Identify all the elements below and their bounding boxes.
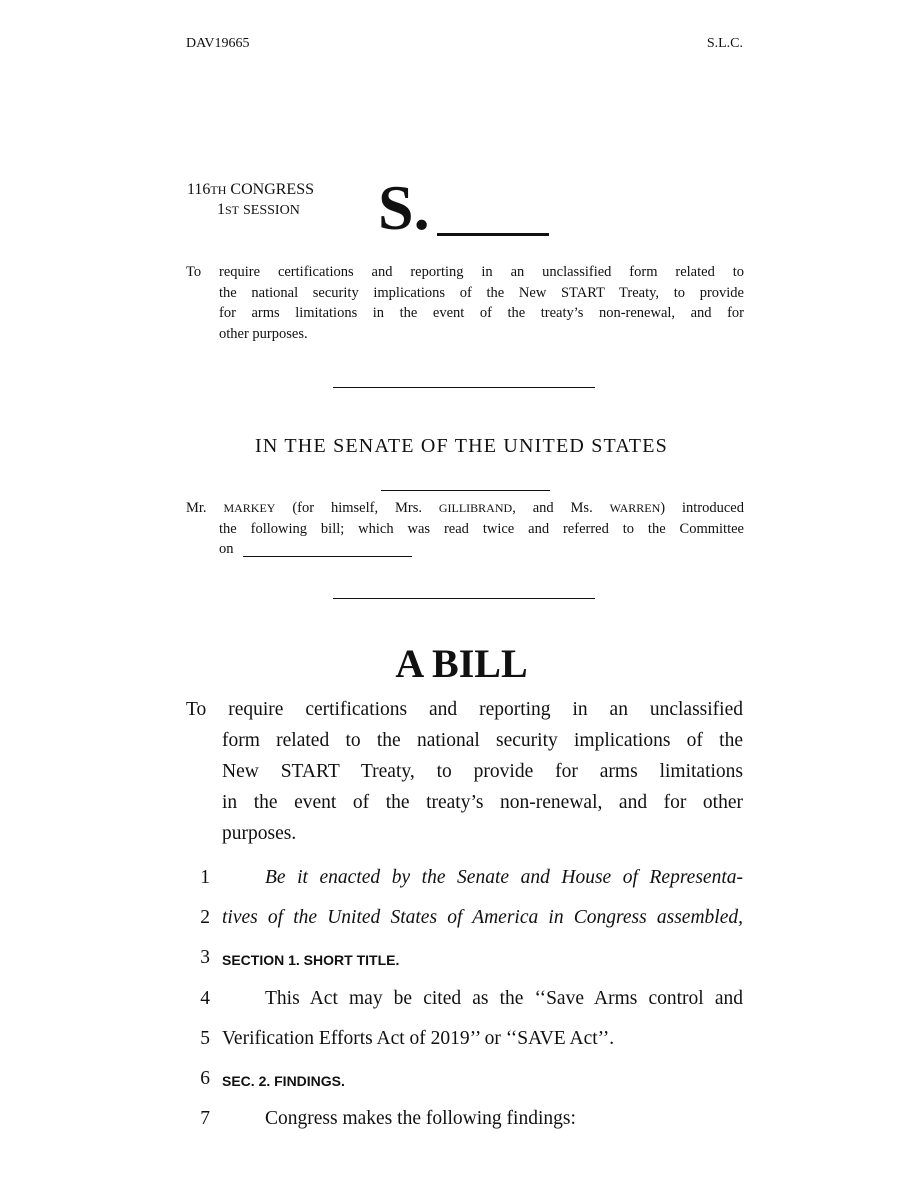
body-text: Congress makes the following findings: <box>265 1108 576 1129</box>
short-purpose-line: the national security implications of the New START Treaty, to provide <box>219 284 744 301</box>
committee-blank <box>243 556 412 557</box>
short-purpose-line: other purposes. <box>219 325 308 342</box>
session-label <box>217 200 300 221</box>
cosponsor-name: GILLIBRAND <box>438 501 513 515</box>
line-number: 3 <box>200 947 210 968</box>
intro-mr: Mr. <box>186 500 207 516</box>
intro-text: on <box>219 541 234 557</box>
section-heading: SEC. 2. FINDINGS. <box>222 1073 345 1089</box>
session-number: 1 <box>217 201 225 218</box>
purpose-line: form related to the national security implications of the <box>222 730 743 751</box>
line-number: 6 <box>200 1068 210 1089</box>
bill-prefix: S. <box>378 172 430 243</box>
section-heading: SECTION 1. SHORT TITLE. <box>222 952 400 968</box>
short-purpose <box>186 262 744 344</box>
enacting-clause: tives of the United States of America in Congress assembled, <box>222 907 743 928</box>
line-number: 4 <box>200 988 210 1009</box>
divider <box>333 598 595 599</box>
introduction-line: the following bill; which was read twice and referred to the Committee <box>219 520 744 537</box>
chamber-heading: IN THE SENATE OF THE UNITED STATES <box>255 435 668 457</box>
enacting-clause: Be it enacted by the Senate and House of Representa- <box>265 867 743 888</box>
body-text: This Act may be cited as the ‘‘Save Arms control and <box>265 988 743 1009</box>
session-ordinal: ST <box>225 203 240 217</box>
body-text: Verification Efforts Act of 2019’’ or ‘‘SAVE Act’’. <box>222 1028 615 1049</box>
congress-number: 116 <box>187 181 211 198</box>
cosponsor-name: WARREN <box>609 501 661 515</box>
short-purpose-line: To require certifications and reporting in an unclassified form related to <box>186 264 744 280</box>
purpose-line: New START Treaty, to provide for arms limitations <box>222 761 743 782</box>
divider <box>381 490 550 491</box>
line-number: 5 <box>200 1028 210 1049</box>
document-code: DAV19665 <box>186 36 250 51</box>
bill-number-blank <box>437 233 549 236</box>
purpose <box>186 694 743 849</box>
divider <box>333 387 595 388</box>
introduction <box>186 498 744 560</box>
introduction-line <box>186 498 744 519</box>
session-word: SESSION <box>243 203 300 218</box>
congress-label <box>187 180 314 200</box>
slc-code: S.L.C. <box>706 36 743 51</box>
intro-text: , and Ms. <box>512 500 593 516</box>
bill-title: A BILL <box>395 641 528 686</box>
intro-text: (for himself, Mrs. <box>292 500 422 516</box>
sponsor-name: MARKEY <box>223 501 276 515</box>
intro-text: ) introduced <box>660 500 744 516</box>
purpose-line: purposes. <box>222 823 297 844</box>
congress-word: CONGRESS <box>230 181 314 198</box>
line-number: 7 <box>200 1108 210 1129</box>
congress-ordinal: TH <box>210 183 227 197</box>
line-number: 1 <box>200 867 210 888</box>
short-purpose-line: for arms limitations in the event of the treaty’s non-renewal, and for <box>219 305 744 321</box>
line-number: 2 <box>200 907 210 928</box>
purpose-line: To require certifications and reporting in an unclassified <box>186 699 743 720</box>
purpose-line: in the event of the treaty’s non-renewal, and for other <box>222 792 743 813</box>
